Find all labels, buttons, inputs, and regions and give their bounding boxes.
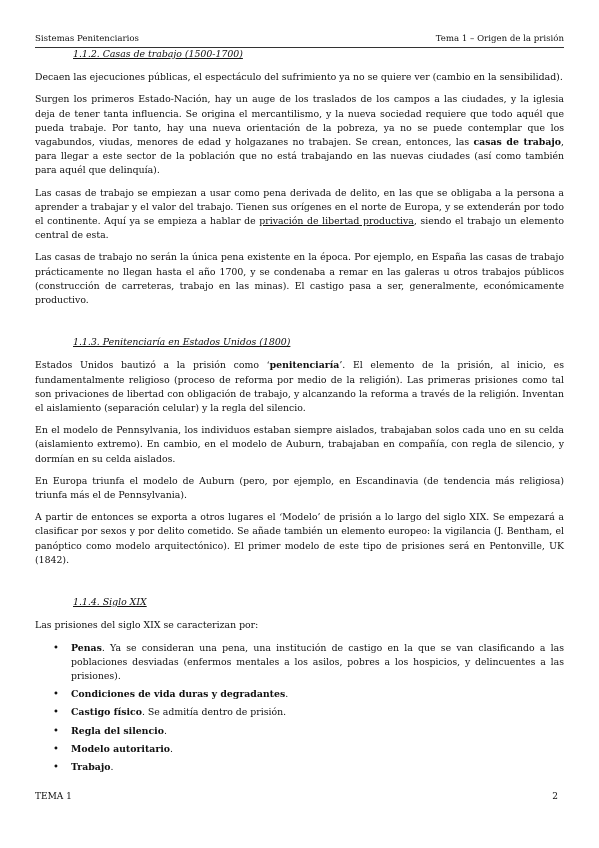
- paragraph: Las casas de trabajo no serán la única pena existente en la época. Por ejemplo, en España las casas de trabajo prácticamente no llegan hasta el año 1700, y se condenaba a remar en las galeras u otros trabajos públicos (construcción de carreteras, trabajo en las minas). El castigo pasa a ser, generalmente, económicamente productivo.: [35, 252, 564, 307]
- section-title-casas-de-trabajo: 1.1.2. Casas de trabajo (1500-1700): [73, 49, 243, 60]
- paragraph: Las casas de trabajo se empiezan a usar como pena derivada de delito, en las que se obligaba a la persona a aprender a trabajar y el valor del trabajo. Tienen sus orígenes en el norte de Europa, y se extenderán por todo el continente. Aquí ya se empieza a hablar de privación de libertad productiva, siendo el trabajo un elemento central de esta.: [35, 187, 564, 242]
- list-item: • Condiciones de vida duras y degradantes.: [71, 688, 564, 702]
- header-left: Sistemas Penitenciarios: [35, 34, 139, 44]
- paragraph: Surgen los primeros Estado-Nación, hay un auge de los traslados de los campos a las ciudades, y la iglesia deja de tener tanta influencia. Se origina el mercantilismo, y la nueva sociedad requiere que todo aquél que pueda trabaje. Por tanto, hay una nueva orientación de la pobreza, ya no se puede contemplar que los vagabundos, viudas, menores de edad y holgazanes no trabajen. Se crean, entonces, las casas de trabajo, para llegar a este sector de la población que no está trabajando en las nuevas ciudades (así como también para aquél que delinquía).: [35, 94, 564, 177]
- page-header: [35, 33, 564, 48]
- paragraph: Las prisiones del siglo XIX se caracterizan por:: [35, 620, 259, 632]
- section-title-siglo-xix: 1.1.4. Siglo XIX: [73, 597, 147, 609]
- paragraph: Estados Unidos bautizó a la prisión como ‘penitenciaría’. El elemento de la prisión, al inicio, es fundamentalmente religioso (proceso de reforma por medio de la religión). Las primeras prisiones como tal son privaciones de libertad con obligación de trabajo, y alcanzando la reforma a través de la religión. Inventan el aislamiento (separación celular) y la regla del silencio.: [35, 360, 564, 415]
- list-item: • Regla del silencio.: [71, 725, 564, 739]
- characteristics-list: [35, 642, 564, 776]
- paragraph: En Europa triunfa el modelo de Auburn (pero, por ejemplo, en Escandinavia (de tendencia más religiosa) triunfa más el de Pennsylvania).: [35, 475, 564, 502]
- list-item: • Penas. Ya se consideran una pena, una institución de castigo en la que se van clasificando a las poblaciones desviadas (enfermos mentales a los asilos, pobres a los hospicios, y delincuentes a las prisiones).: [71, 642, 564, 685]
- list-item: • Castigo físico. Se admitía dentro de prisión.: [71, 706, 564, 720]
- header-right: Tema 1 – Origen de la prisión: [435, 34, 564, 44]
- page-body: [35, 48, 564, 779]
- list-item: • Trabajo.: [71, 761, 564, 775]
- list-item: • Modelo autoritario.: [71, 743, 564, 757]
- page-number: 2: [552, 792, 558, 802]
- footer-left: TEMA 1: [35, 792, 72, 802]
- paragraph: A partir de entonces se exporta a otros lugares el ‘Modelo’ de prisión a lo largo del siglo XIX. Se empezará a clasificar por sexos y por delito cometido. Se añade también un elemento europeo: la vigilancia (J. Bentham, el panóptico como modelo arquitectónico). El primer modelo de este tipo de prisiones será en Pentonville, UK (1842).: [35, 512, 564, 566]
- paragraph: En el modelo de Pennsylvania, los individuos estaban siempre aislados, trabajaban solos cada uno en su celda (aislamiento extremo). En cambio, en el modelo de Auburn, trabajaban en compañía, con regla de silencio, y dormían en su celda aislados.: [35, 425, 564, 465]
- section-title-penitenciaria: 1.1.3. Penitenciaría en Estados Unidos (1800): [73, 337, 291, 349]
- paragraph: Decaen las ejecuciones públicas, el espectáculo del sufrimiento ya no se quiere ver (cambio en la sensibilidad).: [35, 72, 563, 84]
